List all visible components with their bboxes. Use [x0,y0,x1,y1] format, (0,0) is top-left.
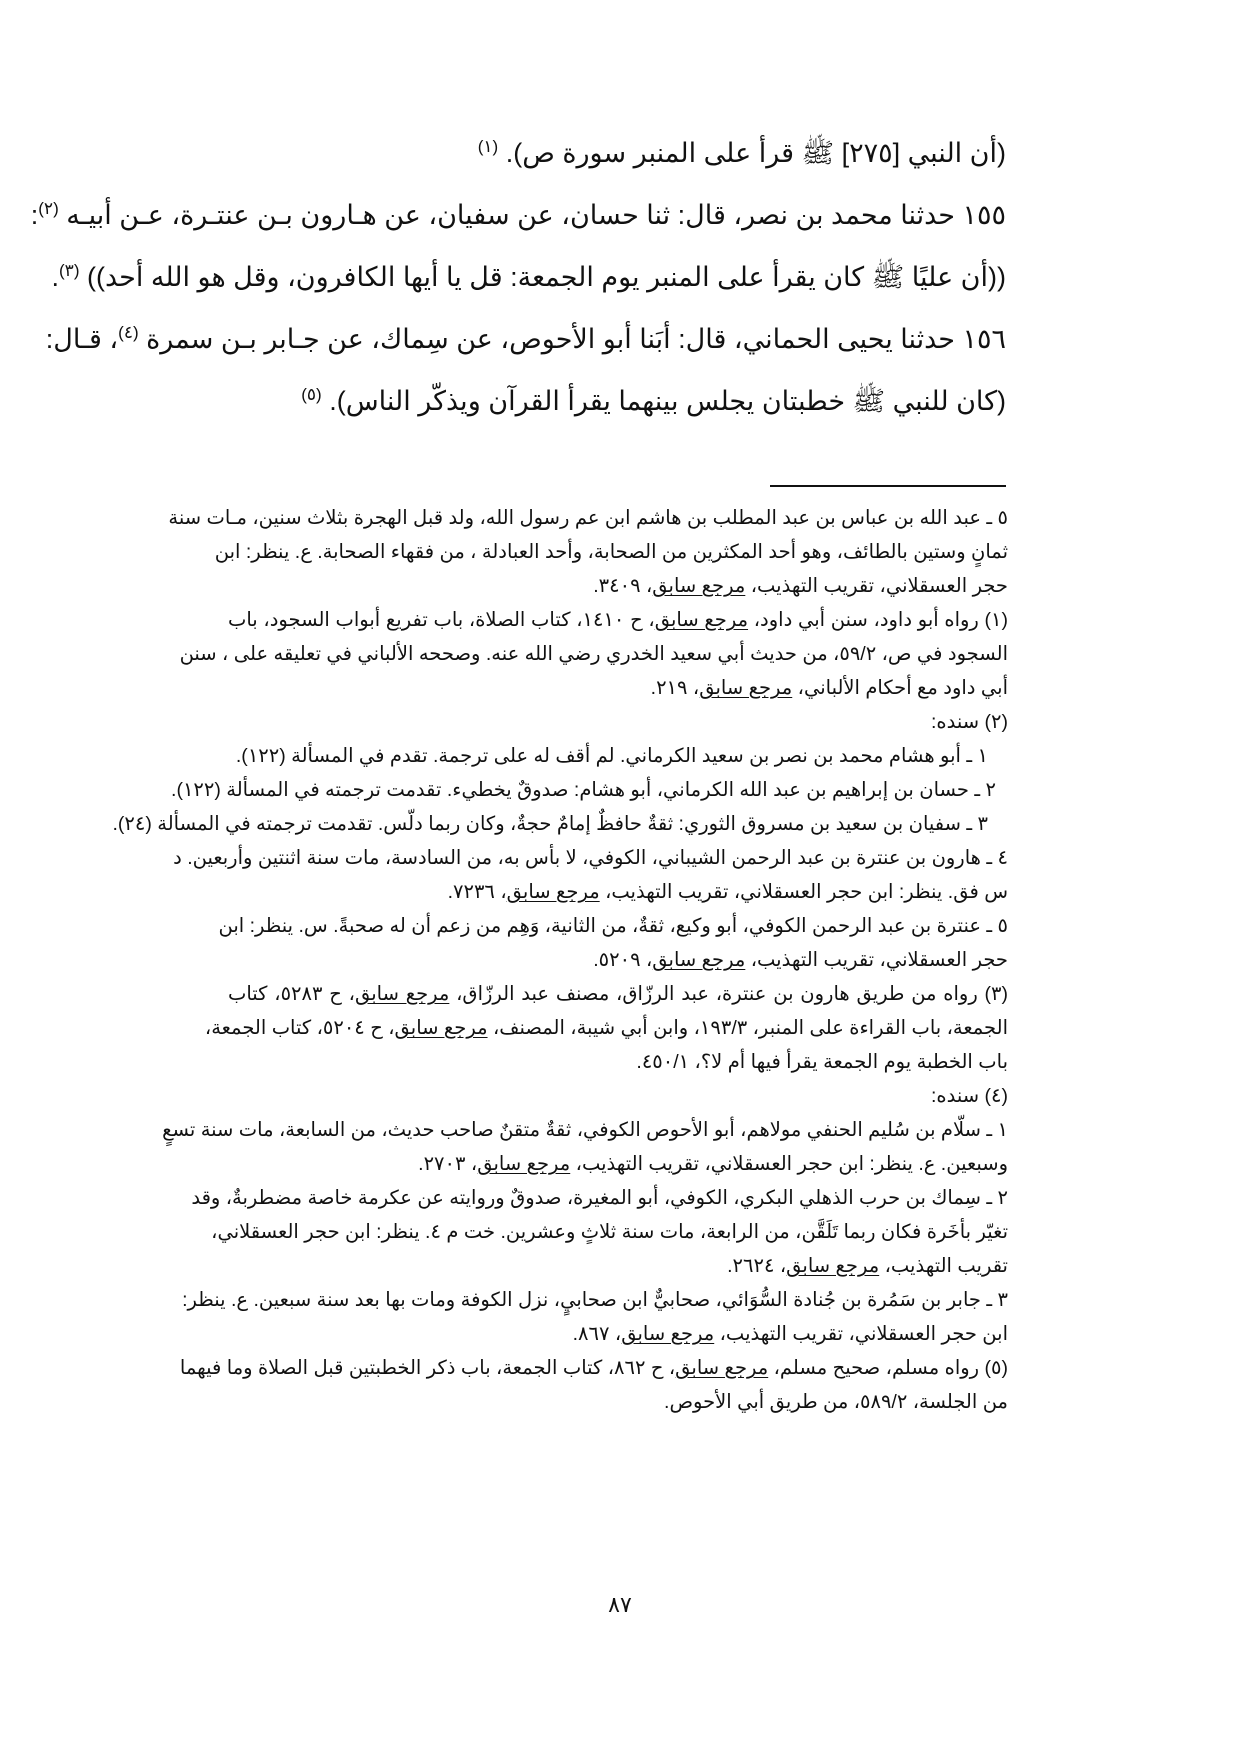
footnote-ref[interactable]: (٢) [38,199,59,218]
footnote-line: تغيّر بأخَرة فكان ربما تَلَقَّن، من الرابعة، مات سنة ثلاثٍ وعشرين. خت م ٤. ينظر: ابن حجر العسقلاني، [211,1221,1008,1243]
main-line: (كان للنبي ﷺ خطبتان يجلس بينهما يقرأ القرآن ويذكّر الناس). $^{(٥)}$ [301,385,1006,416]
footnote-line: من الجلسة، ٥٨٩/٢، من طريق أبي الأحوص. [664,1391,1008,1413]
reference-link[interactable]: مرجع سابق [786,1255,880,1277]
footnote-line: س فق. ينظر: ابن حجر العسقلاني، تقريب التهذيب، مرجع سابق، ٧٢٣٦. [447,881,1008,903]
main-line: (أن النبي [٢٧٥] ﷺ قرأ على المنبر سورة ص). $^{(١)}$ [477,137,1006,168]
footnote-line: تقريب التهذيب، مرجع سابق، ٢٦٢٤. [727,1255,1008,1277]
footnote-line: ثمانٍ وستين بالطائف، وهو أحد المكثرين من الصحابة، وأحد العبادلة ، من فقهاء الصحابة. ع. ينظر: ابن [214,541,1008,563]
main-text [30,137,1006,448]
footnote-line: (٢) سنده: [931,711,1008,733]
footnote-line: (٤) سنده: [931,1085,1008,1107]
footnote-line: أبي داود مع أحكام الألباني، مرجع سابق، ٢١٩. [650,677,1008,699]
footnote-line: ٢ ـ حسان بن إبراهيم بن عبد الله الكرماني، أبو هشام: صدوقٌ يخطيء. تقدمت ترجمته في المسألة (١٢٢). [171,779,996,801]
reference-link[interactable]: مرجع سابق [652,949,746,971]
reference-link[interactable]: مرجع سابق [506,881,600,903]
page-number: ٨٧ [608,1592,632,1617]
reference-link[interactable]: مرجع سابق [654,609,749,631]
footnote-ref[interactable]: (٣) [59,261,80,280]
reference-link[interactable]: مرجع سابق [394,1017,488,1039]
footnote-line: الجمعة، باب القراءة على المنبر، ١٩٣/٣، وابن أبي شيبة، المصنف، مرجع سابق، ح ٥٢٠٤، كتاب الجمعة، [204,1017,1008,1039]
footnote-ref[interactable]: (٤) [118,323,139,342]
footnote-line: ٢ ـ سِماك بن حرب الذهلي البكري، الكوفي، أبو المغيرة، صدوقٌ وروايته عن عكرمة خاصة مضطربةٌ، وقد [191,1187,1008,1209]
footnote-line: ٤ ـ هارون بن عنترة بن عبد الرحمن الشيباني، الكوفي، لا بأس به، من السادسة، مات سنة اثنتين وأربعين. د [173,847,1008,869]
footnote-ref[interactable]: (٥) [301,385,322,404]
footnote-line: ٥ ـ عنترة بن عبد الرحمن الكوفي، أبو وكيع، ثقةٌ، من الثانية، وَهِم من زعم أن له صحبةً. س. ينظر: ابن [218,915,1008,937]
reference-link[interactable]: مرجع سابق [354,983,450,1005]
footnote-line: (٣) رواه من طريق هارون بن عنترة، عبد الرزّاق، مصنف عبد الرزّاق، مرجع سابق، ح ٥٢٨٣، كتاب [228,983,1009,1005]
footnote-line: باب الخطبة يوم الجمعة يقرأ فيها أم لا؟، ٤٥٠/١. [636,1051,1008,1073]
main-line: ((أن عليًا ﷺ كان يقرأ على المنبر يوم الجمعة: قل يا أيها الكافرون، وقل هو الله أحد)) $^{(٣)}$. [51,261,1006,292]
main-line: ١٥٥ حدثنا محمد بن نصر، قال: ثنا حسان، عن سفيان، عن هـارون بـن عنتـرة، عـن أبيـه $^{(٢)}$: [30,199,1006,230]
reference-link[interactable]: مرجع سابق [652,575,746,597]
reference-link[interactable]: مرجع سابق [699,677,793,699]
footnote-line: ١ ـ أبو هشام محمد بن نصر بن سعيد الكرماني. لم أقف له على ترجمة. تقدم في المسألة (١٢٢). [235,745,988,767]
footnote-separator [770,485,1006,487]
reference-link[interactable]: مرجع سابق [675,1357,769,1379]
footnote-line: ابن حجر العسقلاني، تقريب التهذيب، مرجع سابق، ٨٦٧. [572,1323,1008,1345]
footnote-line: وسبعين. ع. ينظر: ابن حجر العسقلاني، تقريب التهذيب، مرجع سابق، ٢٧٠٣. [418,1153,1008,1175]
main-line: ١٥٦ حدثنا يحيى الحماني، قال: أبَنا أبو الأحوص، عن سِماك، عن جـابر بـن سمرة $^{(٤)}$، قـال: [45,323,1006,354]
footnote-line: ٣ ـ جابر بن سَمُرة بن جُنادة السُّوَائي، صحابيٌّ ابن صحابيٍ، نزل الكوفة ومات بها بعد سنة سبعين. ع. ينظر: [182,1289,1008,1311]
footnote-line: حجر العسقلاني، تقريب التهذيب، مرجع سابق، ٥٢٠٩. [593,949,1008,971]
footnote-line: حجر العسقلاني، تقريب التهذيب، مرجع سابق، ٣٤٠٩. [593,575,1008,597]
footnote-line: (٥) رواه مسلم، صحيح مسلم، مرجع سابق، ح ٨٦٢، كتاب الجمعة، باب ذكر الخطبتين قبل الصلاة وما فيهما [179,1357,1008,1379]
reference-link[interactable]: مرجع سابق [621,1323,715,1345]
footnote-line: السجود في ص، ٥٩/٢، من حديث أبي سعيد الخدري رضي الله عنه. وصححه الألباني في تعليقه على ، سنن [179,643,1008,665]
footnote-ref[interactable]: (١) [477,137,499,156]
footnote-line: ٥ ـ عبد الله بن عباس بن عبد المطلب بن هاشم ابن عم رسول الله، ولد قبل الهجرة بثلاث سنين، مـات سنة [168,507,1008,529]
footnote-line: (١) رواه أبو داود، سنن أبي داود، مرجع سابق، ح ١٤١٠، كتاب الصلاة، باب تفريع أبواب السجود، باب [228,609,1009,631]
footnote-line: ٣ ـ سفيان بن سعيد بن مسروق الثوري: ثقةٌ حافظٌ إمامٌ حجةٌ، وكان ربما دلّس. تقدمت ترجمته في المسألة (٢٤). [112,813,988,835]
footnotes [112,506,1009,1424]
footnote-line: ١ ـ سلّام بن سُليم الحنفي مولاهم، أبو الأحوص الكوفي، ثقةٌ متقنٌ صاحب حديث، من السابعة، مات سنة تسعٍ [162,1119,1008,1141]
reference-link[interactable]: مرجع سابق [477,1153,571,1175]
